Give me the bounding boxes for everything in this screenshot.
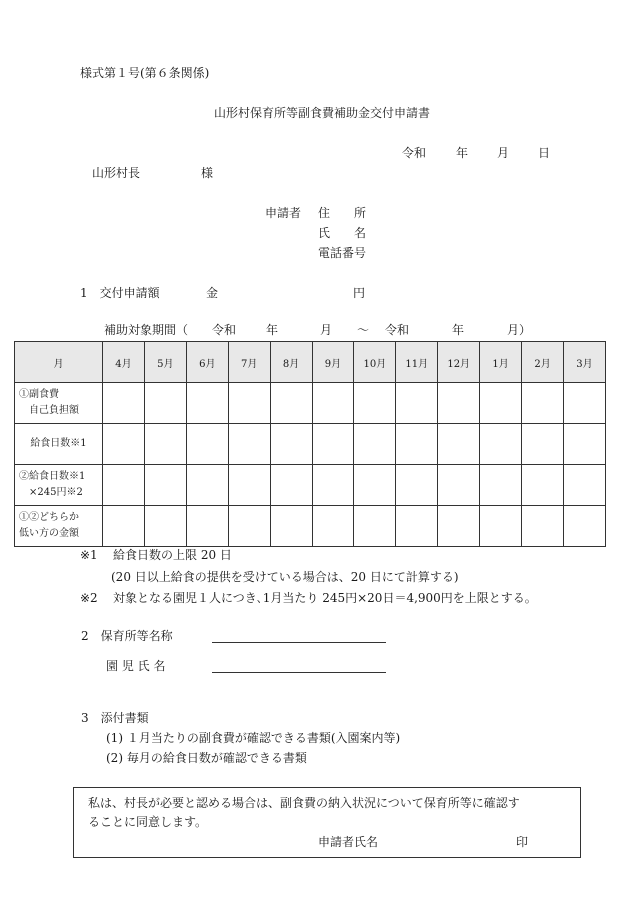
child-name-label: 園 児 氏 名 <box>106 659 166 673</box>
period-era-from: 令和 <box>212 323 237 337</box>
table-cell[interactable] <box>186 424 228 465</box>
table-row <box>15 424 606 465</box>
table-cell[interactable] <box>144 465 186 506</box>
amount-prefix: 金 <box>206 286 219 300</box>
table-cell[interactable] <box>312 506 354 547</box>
table-header-cell: 12月 <box>438 342 480 383</box>
table-header-cell: 6月 <box>186 342 228 383</box>
table-header-cell: 1月 <box>480 342 522 383</box>
table-row <box>15 465 606 506</box>
amount-unit: 円 <box>353 286 366 300</box>
applicant-address-label: 住 所 <box>318 206 367 220</box>
table-cell[interactable] <box>522 506 564 547</box>
table-header-cell: 9月 <box>312 342 354 383</box>
table-cell[interactable] <box>396 506 438 547</box>
table-cell[interactable] <box>270 383 312 424</box>
table-cell[interactable] <box>480 383 522 424</box>
addressee-suffix: 様 <box>201 166 214 180</box>
table-cell[interactable] <box>396 465 438 506</box>
table-cell[interactable] <box>312 465 354 506</box>
table-header-cell: 7月 <box>228 342 270 383</box>
facility-name-field[interactable] <box>212 642 386 643</box>
table-cell[interactable] <box>270 424 312 465</box>
table-header-cell: 11月 <box>396 342 438 383</box>
table-cell[interactable] <box>103 465 145 506</box>
table-cell[interactable] <box>144 383 186 424</box>
table-cell[interactable] <box>186 383 228 424</box>
table-cell[interactable] <box>270 465 312 506</box>
table-cell[interactable] <box>480 506 522 547</box>
row-label <box>15 424 103 465</box>
period-month-from: 月 <box>320 323 333 337</box>
table-cell[interactable] <box>480 465 522 506</box>
table-header-cell: 8月 <box>270 342 312 383</box>
consent-line1: 私は、村長が必要と認める場合は、副食費の納入状況について保育所等に確認す <box>88 796 520 810</box>
row-label-line2: ×245円※2 <box>19 487 83 498</box>
table-cell[interactable] <box>354 506 396 547</box>
table-cell[interactable] <box>480 424 522 465</box>
form-number: 様式第１号(第６条関係) <box>80 66 210 80</box>
table-cell[interactable] <box>563 424 605 465</box>
section1-heading: 1 交付申請額 <box>80 286 160 300</box>
monthly-amount-table <box>14 341 606 547</box>
row-label <box>15 383 103 424</box>
table-cell[interactable] <box>103 424 145 465</box>
period-year-from: 年 <box>266 323 279 337</box>
table-cell[interactable] <box>438 506 480 547</box>
date-month: 月 <box>497 146 510 160</box>
row-label-line1: ①副食費 <box>19 388 59 400</box>
attachment-item-1: (1) １月当たりの副食費が確認できる書類(入園案内等) <box>106 731 401 745</box>
row-label-line1: ②給食日数※1 <box>19 470 86 482</box>
date-year: 年 <box>456 146 469 160</box>
table-cell[interactable] <box>144 506 186 547</box>
table-cell[interactable] <box>312 383 354 424</box>
table-cell[interactable] <box>522 383 564 424</box>
facility-name-label: 2 保育所等名称 <box>81 629 173 643</box>
table-cell[interactable] <box>396 383 438 424</box>
addressee: 山形村長 <box>92 166 141 180</box>
period-era-to: 令和 <box>385 323 410 337</box>
row-label-line2: 低い方の金額 <box>19 528 79 539</box>
row-label-line2: 自己負担額 <box>19 405 79 416</box>
date-era: 令和 <box>402 146 427 160</box>
consent-line2: ることに同意します。 <box>88 815 208 829</box>
table-cell[interactable] <box>228 465 270 506</box>
table-cell[interactable] <box>354 465 396 506</box>
table-row <box>15 506 606 547</box>
table-cell[interactable] <box>228 506 270 547</box>
table-cell[interactable] <box>354 424 396 465</box>
row-label-line1: 給食日数※1 <box>30 437 87 449</box>
table-cell[interactable] <box>438 383 480 424</box>
note1-subtext: (20 日以上給食の提供を受けている場合は、20 日にて計算する) <box>111 570 459 584</box>
attachment-item-2: (2) 毎月の給食日数が確認できる書類 <box>106 751 307 765</box>
table-cell[interactable] <box>312 424 354 465</box>
table-cell[interactable] <box>144 424 186 465</box>
table-cell[interactable] <box>438 465 480 506</box>
table-cell[interactable] <box>354 383 396 424</box>
child-name-field[interactable] <box>212 672 386 673</box>
table-header-cell: 5月 <box>144 342 186 383</box>
period-year-to: 年 <box>452 323 465 337</box>
applicant-phone-label: 電話番号 <box>318 246 367 260</box>
table-cell[interactable] <box>563 383 605 424</box>
table-header-month: 月 <box>15 342 103 383</box>
applicant-label: 申請者 <box>265 206 302 220</box>
date-day: 日 <box>538 146 551 160</box>
row-label <box>15 465 103 506</box>
table-cell[interactable] <box>522 465 564 506</box>
table-cell[interactable] <box>563 506 605 547</box>
signer-label: 申請者氏名 <box>318 835 379 849</box>
seal-mark: 印 <box>516 835 529 849</box>
table-header-row <box>15 342 606 383</box>
period-label: 補助対象期間（ <box>104 323 189 337</box>
note2-mark: ※2 <box>80 591 98 605</box>
table-header-cell: 3月 <box>563 342 605 383</box>
table-cell[interactable] <box>522 424 564 465</box>
applicant-name-label: 氏 名 <box>318 226 367 240</box>
table-row <box>15 383 606 424</box>
document-title: 山形村保育所等副食費補助金交付申請書 <box>214 106 431 120</box>
table-cell[interactable] <box>228 383 270 424</box>
table-cell[interactable] <box>103 383 145 424</box>
table-header-cell: 4月 <box>103 342 145 383</box>
table-header-cell: 2月 <box>522 342 564 383</box>
period-month-to: 月） <box>507 323 532 337</box>
note1-text: 給食日数の上限 20 日 <box>113 548 232 562</box>
table-header-cell: 10月 <box>354 342 396 383</box>
table-cell[interactable] <box>228 424 270 465</box>
row-label <box>15 506 103 547</box>
table-cell[interactable] <box>270 506 312 547</box>
table-cell[interactable] <box>186 465 228 506</box>
table-cell[interactable] <box>103 506 145 547</box>
note1-mark: ※1 <box>80 548 98 562</box>
table-cell[interactable] <box>563 465 605 506</box>
period-tilde: ～ <box>357 323 370 337</box>
row-label-line1: ①②どちらか <box>19 511 79 523</box>
section3-heading: 3 添付書類 <box>81 711 149 725</box>
table-cell[interactable] <box>396 424 438 465</box>
note2-text: 対象となる園児１人につき､1月当たり 245円×20日＝4,900円を上限とする。 <box>113 591 537 605</box>
table-cell[interactable] <box>186 506 228 547</box>
table-cell[interactable] <box>438 424 480 465</box>
